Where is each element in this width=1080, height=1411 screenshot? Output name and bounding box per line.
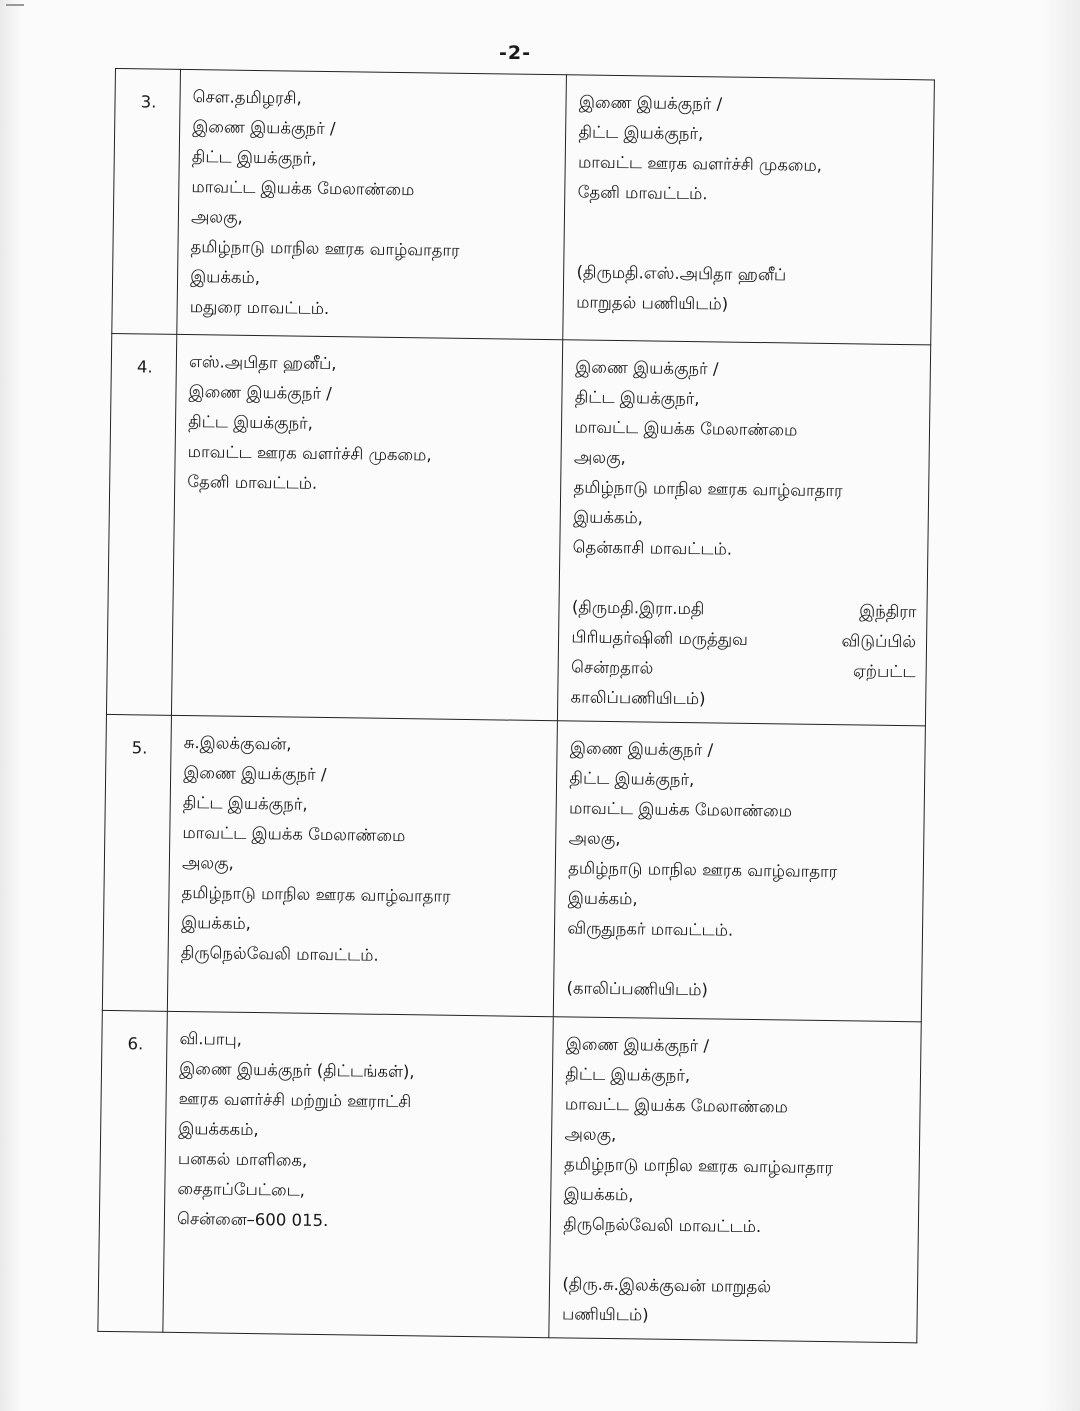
text-line: தென்காசி மாவட்டம். [572, 537, 733, 559]
text-line [571, 652, 916, 687]
text-line: மாவட்ட இயக்க மேலாண்மை [191, 177, 415, 200]
new-posting-cell [549, 1017, 921, 1343]
text-line: காலிப்பணியிடம்) [570, 687, 706, 709]
scan-artifact [6, 4, 24, 6]
serial-number: 4. [106, 333, 176, 715]
text-line: திருநெல்வேலி மாவட்டம். [180, 943, 379, 965]
vacancy-note [566, 973, 911, 1008]
text-line: அலகு, [181, 853, 235, 873]
serial-number: 5. [102, 714, 171, 1011]
text-line: சு.இலக்குவன், [183, 733, 292, 754]
table-row [102, 714, 925, 1021]
table-row [106, 333, 930, 725]
text-line: இணை இயக்குநர் / [188, 382, 332, 404]
text-word: பிரியதர்ஷினி மருத்துவ [571, 627, 749, 649]
text-line: அலகு, [564, 1124, 617, 1145]
text-line: தமிழ்நாடு மாநில ஊரக வாழ்வாதார [568, 858, 838, 882]
text-line: (திரு.சு.இலக்குவன் மாறுதல் [562, 1274, 772, 1297]
table-row [112, 69, 935, 345]
current-posting-cell [163, 1011, 554, 1337]
text-line: பனகல் மாளிகை, [177, 1148, 308, 1170]
text-line: அலகு, [568, 828, 621, 849]
current-posting-cell [177, 69, 567, 339]
page-shadow-left [0, 0, 22, 1411]
text-word: சென்றதால் [570, 657, 654, 678]
text-line: மாவட்ட இயக்க மேலாண்மை [182, 823, 406, 846]
text-line: திட்ட இயக்குநர், [578, 122, 704, 144]
text-line [571, 622, 916, 657]
text-line: எஸ்.அபிதா ஹனீப், [188, 352, 337, 374]
serial-number: 3. [112, 69, 181, 335]
text-line: பணியிடம்) [561, 1304, 649, 1325]
text-line: தேனி மாவட்டம். [577, 182, 708, 204]
text-line: இணை இயக்குநர் / [565, 1034, 710, 1056]
new-posting-cell [563, 75, 934, 345]
text-line: மாவட்ட இயக்க மேலாண்மை [574, 417, 798, 440]
text-line: (காலிப்பணியிடம்) [566, 978, 709, 1000]
new-posting-cell [554, 721, 926, 1022]
text-line: சௌ.தமிழரசி, [192, 87, 302, 108]
text-line: இணை இயக்குநர் (திட்டங்கள்), [179, 1058, 415, 1082]
new-posting-cell [558, 340, 931, 726]
text-line: தேனி மாவட்டம். [187, 472, 318, 493]
text-line: மாவட்ட இயக்க மேலாண்மை [568, 798, 793, 821]
text-line: இணை இயக்குநர் / [183, 763, 327, 785]
table-row [98, 1010, 921, 1342]
text-line: இணை இயக்குநர் / [569, 738, 714, 760]
text-line: இயக்ககம், [178, 1118, 259, 1140]
text-word: விடுப்பில் [841, 631, 917, 652]
text-line: மாவட்ட ஊரக வளர்ச்சி முகமை, [577, 152, 823, 175]
text-line: திட்ட இயக்குநர், [182, 793, 308, 814]
text-line: தமிழ்நாடு மாநில ஊரக வாழ்வாதார [563, 1154, 834, 1178]
page-shadow-right [1040, 0, 1080, 1411]
vacancy-note [570, 592, 916, 717]
text-line: திட்ட இயக்குநர், [569, 768, 695, 790]
text-line: இயக்கம், [567, 888, 638, 909]
text-line: இயக்கம், [563, 1184, 634, 1205]
current-posting-cell [167, 715, 557, 1016]
vacancy-note [562, 1269, 907, 1334]
text-line: ஊரக வளர்ச்சி மற்றும் ஊராட்சி [178, 1088, 412, 1112]
text-word: (திருமதி.இரா.மதி [571, 597, 705, 619]
text-line: தமிழ்நாடு மாநில ஊரக வாழ்வாதார [181, 883, 451, 906]
text-line: மாவட்ட ஊரக வளர்ச்சி முகமை, [187, 442, 432, 465]
text-line: சென்னை–600 015. [176, 1208, 329, 1231]
page-number: -2- [499, 42, 531, 64]
text-line: இயக்கம், [573, 507, 644, 528]
text-line: திருநெல்வேலி மாவட்டம். [563, 1214, 762, 1237]
text-line: மாறுதல் பணியிடம்) [576, 292, 729, 314]
text-line: சைதாப்பேட்டை, [177, 1178, 306, 1200]
text-line: மாவட்ட இயக்க மேலாண்மை [564, 1094, 789, 1117]
text-line: திட்ட இயக்குநர், [191, 147, 317, 168]
text-word: இந்திரா [859, 601, 917, 622]
text-line: அலகு, [573, 447, 626, 468]
text-line: இணை இயக்குநர் / [575, 357, 719, 379]
text-line: தமிழ்நாடு மாநில ஊரக வாழ்வாதார [190, 237, 460, 260]
text-line: விருதுநகர் மாவட்டம். [567, 918, 734, 940]
text-line: இணை இயக்குநர் / [192, 117, 336, 139]
text-line: வி.பாபு, [179, 1028, 243, 1049]
text-line: தமிழ்நாடு மாநில ஊரக வாழ்வாதார [573, 477, 843, 501]
text-line: இணை இயக்குநர் / [578, 92, 723, 114]
current-posting-cell [172, 334, 564, 720]
text-line: திட்ட இயக்குநர், [188, 412, 314, 433]
vacancy-note [576, 257, 921, 322]
text-line: திட்ட இயக்குநர், [565, 1064, 691, 1086]
text-line: திட்ட இயக்குநர், [574, 387, 700, 409]
text-line: (திருமதி.எஸ்.அபிதா ஹனீப் [576, 262, 787, 285]
transfer-table [97, 68, 935, 1343]
text-line: அலகு, [190, 207, 244, 227]
text-line [572, 592, 917, 627]
text-word: ஏற்பட்ட [852, 661, 916, 682]
text-line: மதுரை மாவட்டம். [189, 297, 330, 319]
serial-number: 6. [98, 1010, 168, 1332]
text-line: இயக்கம், [181, 913, 252, 933]
text-line: இயக்கம், [190, 267, 261, 288]
